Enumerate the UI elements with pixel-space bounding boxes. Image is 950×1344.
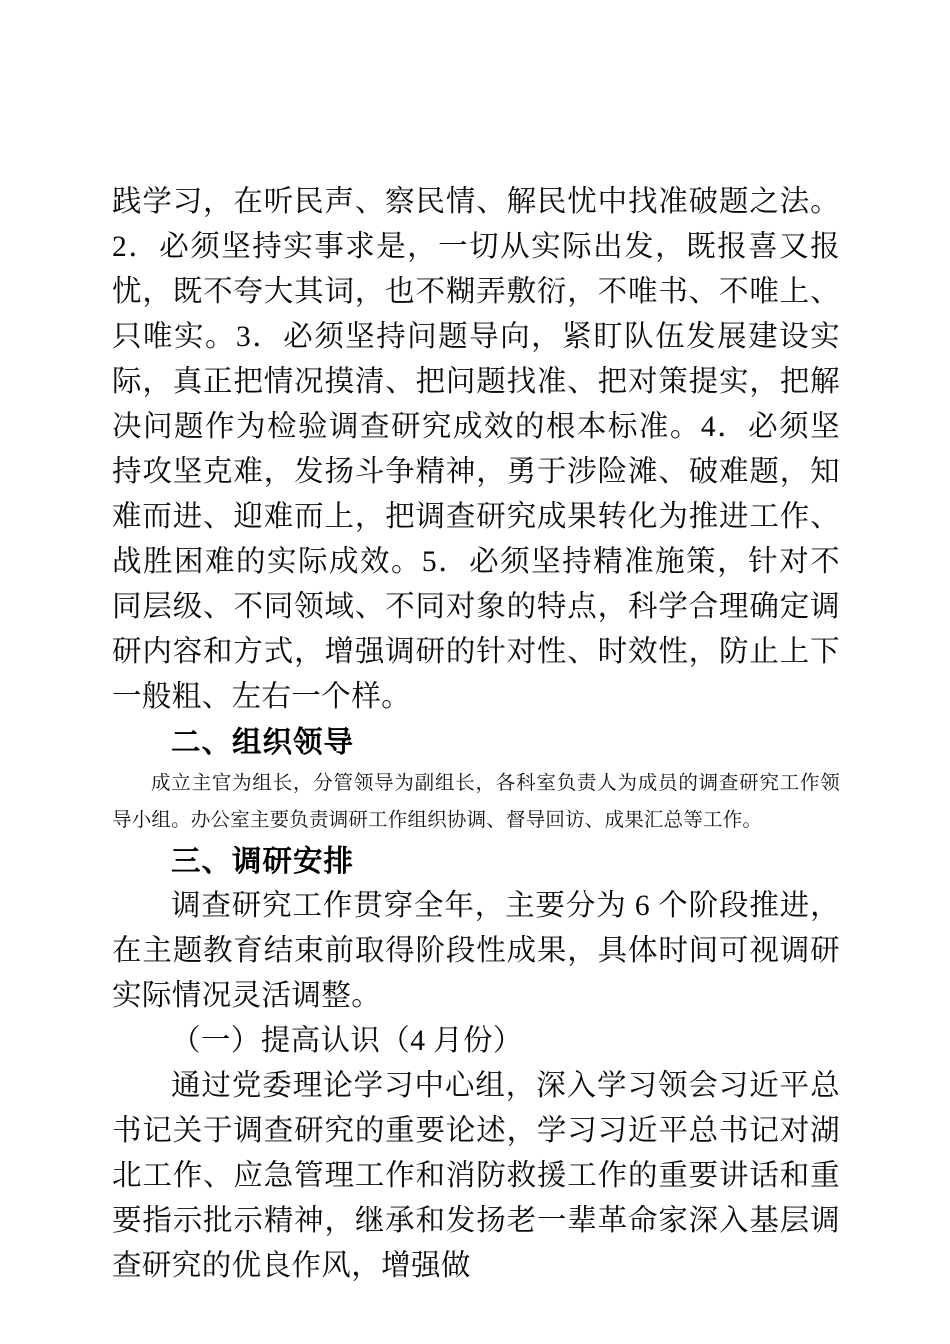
heading-organizational-leadership: 二、组织领导 xyxy=(171,726,355,759)
paragraph-raise-awareness-content: 通过党委理论学习中心组，深入学习领会习近平总书记关于调查研究的重要论述，学习习近平总书记对湖北工作、应急管理工作和消防救援工作的重要讲话和重要指示批示精神，继承和发扬老一辈革命家深入基层调查研究的优良作风，增强做 xyxy=(112,1070,840,1282)
paragraph-continued-principles: 践学习，在听民声、察民情、解民忧中找准破题之法。2．必须坚持实事求是，一切从实际出发，既报喜又报忧，既不夸大其词，也不糊弄敷衍，不唯书、不唯上、只唯实。3．必须坚持问题导向，紧盯队伍发展建设实际，真正把情况摸清、把问题找准、把对策提实，把解决问题作为检验调查研究成效的根本标准。4．必须坚持攻坚克难，发扬斗争精神，勇于涉险滩、破难题，知难而进、迎难而上，把调查研究成果转化为推进工作、战胜困难的实际成效。5．必须坚持精准施策，针对不同层级、不同领域、不同对象的特点，科学合理确定调研内容和方式，增强调研的针对性、时效性，防止上下一般粗、左右一个样。 xyxy=(112,186,840,713)
paragraph-leadership-group: 成立主官为组长，分管领导为副组长，各科室负责人为成员的调查研究工作领导小组。办公室主要负责调研工作组织协调、督导回访、成果汇总等工作。 xyxy=(112,773,840,831)
heading-research-schedule: 三、调研安排 xyxy=(171,845,355,878)
paragraph-schedule-overview: 调查研究工作贯穿全年，主要分为 6 个阶段推进，在主题教育结束前取得阶段性成果，具体时间可视调研实际情况灵活调整。 xyxy=(112,890,840,1012)
document-body xyxy=(112,180,840,1289)
subheading-raise-awareness: （一）提高认识（4 月份） xyxy=(171,1025,523,1057)
